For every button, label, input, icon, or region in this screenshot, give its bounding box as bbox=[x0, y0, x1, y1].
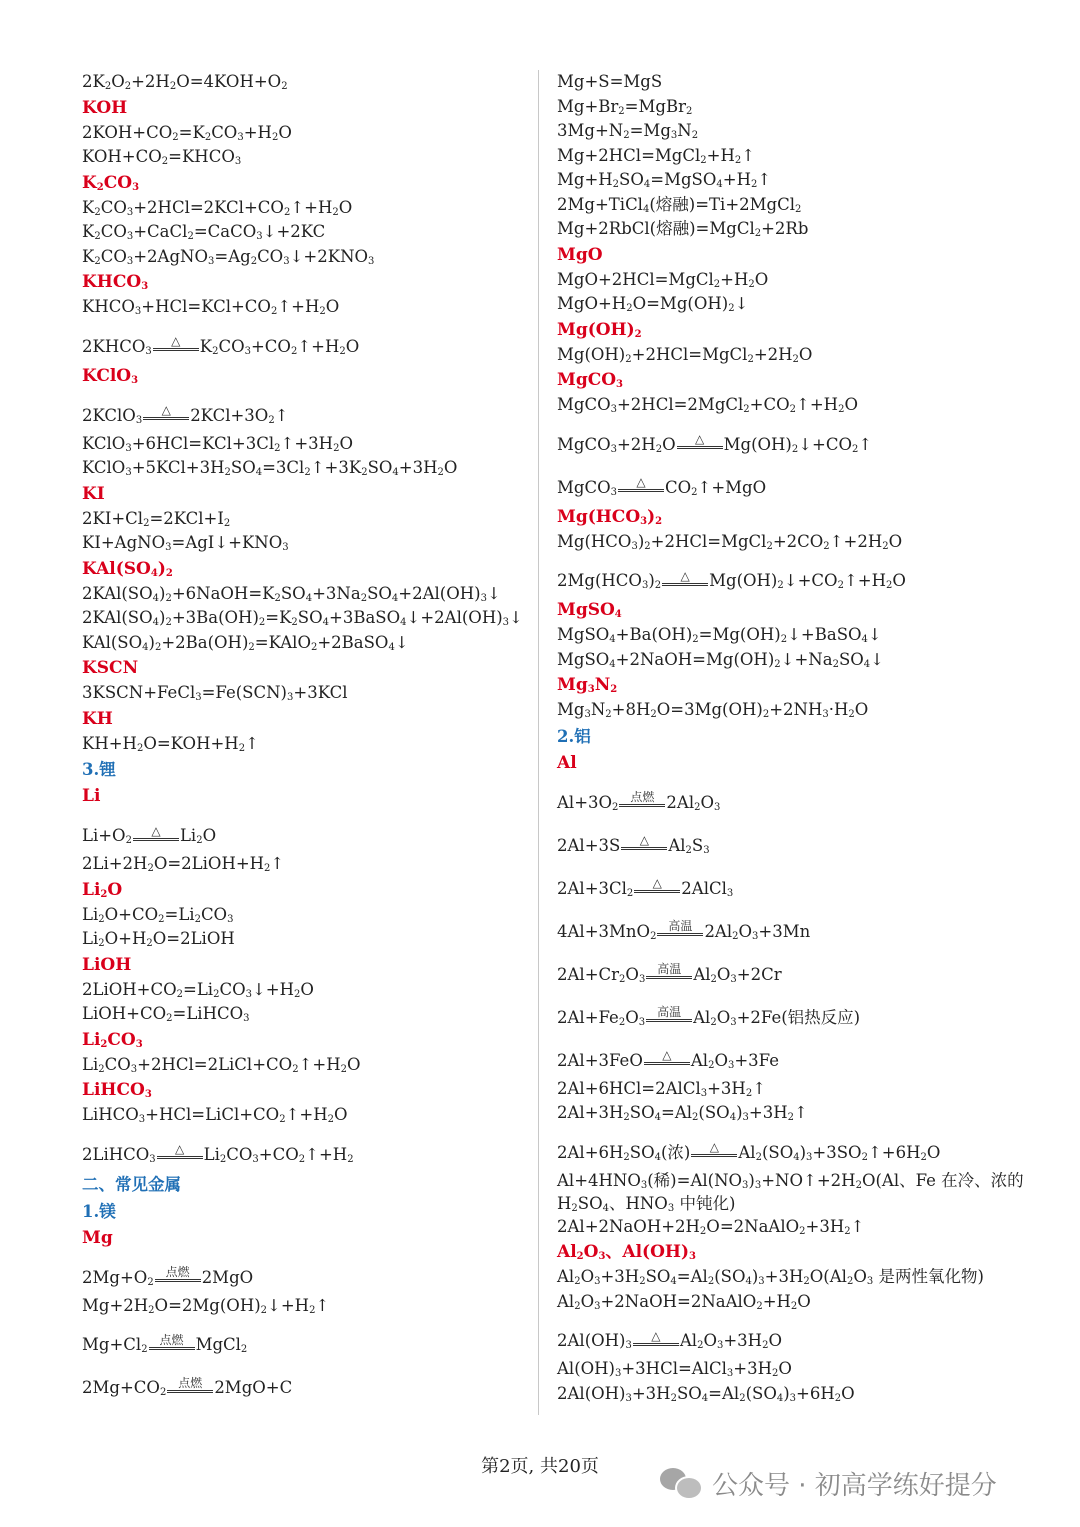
products: $Al_2O_3+3H_2O$ bbox=[679, 1331, 782, 1351]
wechat-icon bbox=[660, 1466, 702, 1500]
page-number: 第2页, 共20页 bbox=[481, 1456, 599, 1477]
equation: $Mg_3N_2+8H_2O=3Mg(OH)_2+2NH_3\cdot H_2O$ bbox=[557, 700, 869, 720]
equals-bar bbox=[633, 1343, 679, 1346]
equation: Mg+2RbCl(熔融)=MgCl$_2$+2Rb bbox=[557, 219, 809, 239]
equation: $2LiOH+CO_2=Li_2CO_3↓+H_2O$ bbox=[82, 979, 314, 1000]
equation: $Mg+H_2SO_4=MgSO_4+H_2↑$ bbox=[557, 170, 772, 190]
products: $Al_2O_3+3Fe$ bbox=[690, 1050, 779, 1071]
condition-label: 点燃 bbox=[165, 1265, 190, 1279]
compound-heading: $KAl(SO_4)_2$ bbox=[82, 558, 173, 579]
compound-heading: Mg bbox=[82, 1227, 113, 1248]
compound-heading: MgSO$_4$ bbox=[557, 600, 622, 620]
reactants: $2Al+6H_2SO_4$(浓) bbox=[557, 1142, 691, 1163]
equals-bar bbox=[618, 489, 664, 492]
equation: $3KSCN+FeCl_3=Fe(SCN)_3+3KCl$ bbox=[82, 683, 348, 703]
equation-with-condition bbox=[557, 786, 1027, 819]
equation-with-condition bbox=[557, 915, 1027, 948]
compound-heading: $Mg_3N_2$ bbox=[557, 675, 618, 695]
equation: $Li_2CO_3+2HCl=2LiCl+CO_2↑+H_2O$ bbox=[82, 1054, 361, 1075]
products: $2KCl+3O_2↑$ bbox=[190, 405, 289, 426]
equals-bar bbox=[691, 1154, 737, 1157]
compound-heading: MgCO$_3$ bbox=[557, 370, 624, 390]
equation-with-condition bbox=[557, 471, 1027, 504]
condition-label: 点燃 bbox=[159, 1332, 184, 1347]
reactants: $2Mg+O_2$ bbox=[82, 1267, 154, 1288]
equation: $MgO+H_2O=Mg(OH)_2↓$ bbox=[557, 294, 749, 314]
equals-bar bbox=[157, 1156, 203, 1159]
equals-bar bbox=[153, 348, 199, 351]
condition-label: 高温 bbox=[657, 1005, 682, 1019]
products: $Mg(OH)_2↓+CO_2↑$ bbox=[723, 434, 873, 455]
equals-bar bbox=[155, 1279, 201, 1282]
condition-label: 点燃 bbox=[630, 790, 655, 804]
condition-label: △ bbox=[680, 568, 690, 583]
equation-with-condition bbox=[82, 1328, 522, 1361]
reaction-condition bbox=[157, 1143, 203, 1159]
products: MgCl$_2$ bbox=[195, 1335, 248, 1355]
equation: $MgSO_4+2NaOH=Mg(OH)_2↓+Na_2SO_4↓$ bbox=[557, 649, 884, 670]
products: $2Al_2O_3$ bbox=[666, 792, 721, 813]
compound-heading: Al bbox=[557, 752, 577, 773]
reaction-condition bbox=[646, 1006, 692, 1022]
equation: $LiOH+CO_2=LiHCO_3$ bbox=[82, 1004, 250, 1024]
equation: $Mg+Br_2=MgBr_2$ bbox=[557, 96, 693, 117]
products: $2Al_2O_3+3Mn$ bbox=[704, 921, 811, 942]
section-heading: 1.镁 bbox=[82, 1201, 116, 1221]
reaction-condition bbox=[153, 335, 199, 351]
equation: $3Mg+N_2=Mg_3N_2$ bbox=[557, 121, 699, 141]
equation: $MgO+2HCl=MgCl_2+H_2O$ bbox=[557, 269, 769, 290]
condition-label: 高温 bbox=[668, 919, 693, 933]
reactants: $2Mg+CO_2$ bbox=[82, 1378, 167, 1398]
equation: $KH+H_2O=KOH+H_2↑$ bbox=[82, 733, 259, 754]
reaction-condition bbox=[677, 433, 723, 449]
compound-heading: Li bbox=[82, 786, 101, 806]
reactants: $Mg+Cl_2$ bbox=[82, 1335, 148, 1355]
equals-bar bbox=[167, 1390, 213, 1393]
reactants: $2Mg(HCO_3)_2$ bbox=[557, 571, 662, 591]
reactants: $Li+O_2$ bbox=[82, 826, 132, 846]
column-divider bbox=[538, 70, 539, 1415]
equation: $Al_2O_3+2NaOH=2NaAlO_2+H_2O$ bbox=[557, 1291, 811, 1312]
condition-label: 点燃 bbox=[178, 1375, 203, 1390]
equation-with-condition bbox=[82, 1138, 522, 1171]
products: $CO_2↑+MgO$ bbox=[664, 477, 767, 498]
equation: $Li_2O+CO_2=Li_2CO_3$ bbox=[82, 904, 234, 925]
reactants: $MgCO_3+2H_2O$ bbox=[557, 434, 676, 455]
equals-bar bbox=[143, 417, 189, 420]
equation-with-condition bbox=[82, 330, 522, 363]
condition-label: △ bbox=[662, 1048, 672, 1062]
equals-bar bbox=[662, 583, 708, 586]
watermark-text: 公众号 · 初高学练好提分 bbox=[712, 1470, 997, 1501]
equals-bar bbox=[149, 1347, 195, 1350]
products: $K_2CO_3+CO_2↑+H_2O$ bbox=[199, 336, 360, 357]
reactants: $2KHCO_3$ bbox=[82, 336, 152, 357]
equation: $KClO_3+6HCl=KCl+3Cl_2↑+3H_2O$ bbox=[82, 433, 353, 454]
equation: $2Al+3H_2SO_4=Al_2(SO_4)_3+3H_2↑$ bbox=[557, 1103, 808, 1123]
equation-with-condition bbox=[82, 1261, 522, 1294]
compound-heading: LiOH bbox=[82, 954, 132, 975]
condition-label: △ bbox=[636, 475, 646, 489]
reaction-condition bbox=[621, 834, 667, 850]
compound-heading: $Mg(OH)_2$ bbox=[557, 319, 642, 340]
reaction-condition bbox=[633, 1330, 679, 1346]
equation: $K_2CO_3+CaCl_2=CaCO_3↓+2KC$ bbox=[82, 222, 326, 242]
condition-label: △ bbox=[175, 1142, 185, 1156]
equation: $2Al+2NaOH+2H_2O=2NaAlO_2+3H_2↑$ bbox=[557, 1216, 865, 1237]
reactants: 2LiHCO$_3$ bbox=[82, 1144, 156, 1165]
equals-bar bbox=[677, 446, 723, 449]
equation: $2K_2O_2+2H_2O=4KOH+O_2$ bbox=[82, 72, 288, 92]
equation: $2Al(OH)_3+3H_2SO_4=Al_2(SO_4)_3+6H_2O$ bbox=[557, 1383, 855, 1404]
equals-bar bbox=[133, 838, 179, 841]
equation: $MgSO_4+Ba(OH)_2=Mg(OH)_2↓+BaSO_4↓$ bbox=[557, 625, 882, 645]
reaction-condition bbox=[657, 920, 703, 936]
products: 2MgO+C bbox=[214, 1378, 293, 1397]
equation-with-condition bbox=[557, 829, 1027, 862]
equals-bar bbox=[634, 890, 680, 893]
equation: $LiHCO_3+HCl=LiCl+CO_2↑+H_2O$ bbox=[82, 1105, 348, 1125]
products: $Li_2O$ bbox=[179, 826, 217, 846]
compound-heading: $Mg(HCO_3)_2$ bbox=[557, 506, 663, 527]
right-column bbox=[557, 70, 1027, 1406]
compound-heading: KClO$_3$ bbox=[82, 365, 139, 386]
equation: $2KAl(SO_4)_2+6NaOH=K_2SO_4+3Na_2SO_4+2Al(OH)_3↓$ bbox=[82, 583, 501, 604]
equation-with-condition bbox=[557, 1001, 1027, 1034]
equation: $2Al+6HCl=2AlCl_3+3H_2↑$ bbox=[557, 1078, 767, 1099]
section-heading: 3.锂 bbox=[82, 760, 116, 779]
equation: $Mg+2HCl=MgCl_2+H_2↑$ bbox=[557, 145, 756, 166]
equation: $Al_2O_3+3H_2SO_4=Al_2(SO_4)_3+3H_2O(Al_2O_3$ 是两性氧化物) bbox=[557, 1267, 984, 1287]
condition-label: 高温 bbox=[657, 962, 682, 976]
equals-bar bbox=[657, 933, 703, 936]
reaction-condition bbox=[143, 404, 189, 420]
equals-bar bbox=[644, 1062, 690, 1065]
equation: $KI+AgNO_3=AgI↓+KNO_3$ bbox=[82, 533, 289, 553]
products: $Al_2O_3+2Fe$(铝热反应) bbox=[693, 1007, 861, 1028]
reactants: $Al+3O_2$ bbox=[557, 792, 619, 813]
reactants: 2Al+3S bbox=[557, 835, 621, 855]
equation-with-condition bbox=[557, 1136, 1027, 1169]
equation: $Mg+2H_2O=2Mg(OH)_2↓+H_2↑$ bbox=[82, 1295, 330, 1316]
equation: $MgCO_3+2HCl=2MgCl_2+CO_2↑+H_2O$ bbox=[557, 395, 858, 415]
equation: 2Mg+TiCl$_4$(熔融)=Ti+2MgCl$_2$ bbox=[557, 194, 802, 215]
equals-bar bbox=[619, 804, 665, 807]
reactants: 2Al+3FeO bbox=[557, 1050, 643, 1070]
equation: $2KI+Cl_2=2KCl+I_2$ bbox=[82, 508, 231, 529]
compound-heading: $KHCO_3$ bbox=[82, 272, 149, 292]
condition-label: △ bbox=[639, 833, 649, 847]
equation: $K_2CO_3+2HCl=2KCl+CO_2↑+H_2O$ bbox=[82, 197, 353, 218]
equation-with-condition bbox=[557, 1044, 1027, 1077]
equation-with-condition bbox=[557, 428, 1027, 461]
reactants: $2Al+Cr_2O_3$ bbox=[557, 964, 646, 985]
equation-with-condition bbox=[82, 819, 522, 852]
products: $Al_2O_3+2Cr$ bbox=[693, 964, 782, 985]
equation: $2Li+2H_2O=2LiOH+H_2↑$ bbox=[82, 854, 285, 874]
reaction-condition bbox=[618, 476, 664, 492]
reaction-condition bbox=[646, 963, 692, 979]
equation: $KOH+CO_2=KHCO_3$ bbox=[82, 147, 242, 167]
compound-heading: KOH bbox=[82, 97, 128, 118]
equation: $Li_2O+H_2O=2LiOH$ bbox=[82, 929, 235, 949]
reactants: $2Al+Fe_2O_3$ bbox=[557, 1007, 646, 1028]
condition-label: △ bbox=[694, 432, 705, 446]
products: 2MgO bbox=[201, 1267, 254, 1287]
equation: $Mg(OH)_2+2HCl=MgCl_2+2H_2O$ bbox=[557, 344, 813, 365]
reaction-condition bbox=[619, 791, 665, 807]
reactants: MgCO$_3$ bbox=[557, 477, 617, 498]
compound-heading: $Li_2CO_3$ bbox=[82, 1029, 143, 1050]
reaction-condition bbox=[155, 1266, 201, 1282]
condition-label: △ bbox=[651, 1328, 661, 1343]
reaction-condition bbox=[167, 1377, 213, 1393]
equation: Mg+S=MgS bbox=[557, 72, 663, 91]
reaction-condition bbox=[634, 877, 680, 893]
section-heading: 二、常见金属 bbox=[82, 1174, 181, 1194]
equation-with-condition bbox=[557, 1324, 1027, 1357]
condition-label: △ bbox=[652, 876, 662, 890]
reaction-condition bbox=[644, 1049, 690, 1065]
equals-bar bbox=[621, 847, 667, 850]
reaction-condition bbox=[691, 1141, 737, 1157]
reaction-condition bbox=[133, 825, 179, 841]
equation: $KAl(SO_4)_2+2Ba(OH)_2=KAlO_2+2BaSO_4↓$ bbox=[82, 632, 409, 653]
products: $Al_2S_3$ bbox=[668, 835, 710, 856]
equation: $Al(OH)_3+3HCl=AlCl_3+3H_2O$ bbox=[557, 1359, 792, 1379]
equation-with-condition bbox=[557, 958, 1027, 991]
products: $Mg(OH)_2↓+CO_2↑+H_2O$ bbox=[709, 571, 906, 591]
reactants: $2Al+3Cl_2$ bbox=[557, 878, 634, 899]
equation-with-condition bbox=[82, 399, 522, 432]
condition-label: △ bbox=[709, 1140, 719, 1154]
compound-heading: $K_2CO_3$ bbox=[82, 172, 140, 193]
compound-heading: KSCN bbox=[82, 658, 139, 678]
equation: $KClO_3+5KCl+3H_2SO_4=3Cl_2↑+3K_2SO_4+3H_2O$ bbox=[82, 458, 458, 478]
equation: $KHCO_3+HCl=KCl+CO_2↑+H_2O$ bbox=[82, 297, 340, 317]
products: $Al_2(SO_4)_3+3SO_2↑+6H_2O$ bbox=[738, 1142, 941, 1163]
equation-with-condition bbox=[557, 564, 1027, 597]
equation: $2KOH+CO_2=K_2CO_3+H_2O$ bbox=[82, 122, 292, 143]
condition-label: △ bbox=[161, 403, 171, 417]
equation-with-condition bbox=[82, 1371, 522, 1404]
equation: $2KAl(SO_4)_2+3Ba(OH)_2=K_2SO_4+3BaSO_4↓+2Al(OH)_3↓$ bbox=[82, 608, 523, 628]
equation: $K_2CO_3+2AgNO_3=Ag_2CO_3↓+2KNO_3$ bbox=[82, 246, 375, 267]
watermark bbox=[660, 1463, 997, 1503]
reactants: 4Al+3MnO$_2$ bbox=[557, 921, 657, 942]
compound-heading: $Al_2O_3$、$Al(OH)_3$ bbox=[557, 1242, 696, 1262]
compound-heading: KH bbox=[82, 708, 113, 729]
compound-heading: MgO bbox=[557, 244, 603, 265]
compound-heading: LiHCO$_3$ bbox=[82, 1080, 152, 1100]
left-column bbox=[82, 70, 522, 1404]
compound-heading: KI bbox=[82, 483, 105, 504]
products: 2AlCl$_3$ bbox=[681, 878, 734, 899]
section-heading: 2.铝 bbox=[557, 726, 591, 746]
equation-with-condition bbox=[557, 872, 1027, 905]
reactants: $2Al(OH)_3$ bbox=[557, 1331, 632, 1351]
reactants: 2KClO$_3$ bbox=[82, 405, 143, 426]
reaction-condition bbox=[662, 570, 708, 586]
reaction-condition bbox=[149, 1334, 195, 1350]
equation: $Mg(HCO_3)_2+2HCl=MgCl_2+2CO_2↑+2H_2O$ bbox=[557, 531, 903, 552]
equals-bar bbox=[646, 976, 692, 979]
equation: $Al+4HNO_3$(稀)$=Al(NO_3)_3+NO↑+2H_2O(Al$、Fe 在冷、浓的 $H_2SO_4$、$HNO_3$ 中钝化) bbox=[557, 1170, 1024, 1214]
compound-heading: $Li_2O$ bbox=[82, 879, 123, 900]
condition-label: △ bbox=[171, 334, 181, 348]
products: $Li_2CO_3+CO_2↑+H_2$ bbox=[203, 1144, 354, 1165]
condition-label: △ bbox=[151, 823, 161, 838]
equals-bar bbox=[646, 1019, 692, 1022]
